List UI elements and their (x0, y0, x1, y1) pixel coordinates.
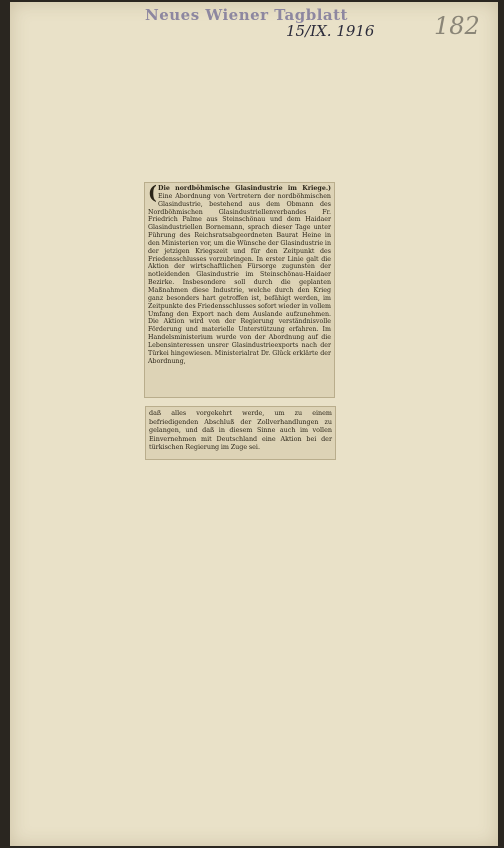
newspaper-masthead-stamp: Neues Wiener Tagblatt (145, 6, 348, 24)
newspaper-clipping-part-1 (144, 182, 335, 398)
clipping-text-1 (148, 182, 331, 365)
article-body-1: Eine Abordnung von Vertretern der nordböhmischen Glasindustrie, bestehend aus dem Obmann des Nordböhmischen Glasindustriellenverbandes Fr. Friedrich Palme aus Steinschönau und dem Haidaer Glasindustriellen Bornemann, sprach dieser Tage unter Führung des Reichsratsabgeordneten Baurat Heine in den Ministerien vor, um die Wünsche der Glasindustrie in der jetzigen Kriegszeit und für den Zeitpunkt des Friedensschlusses vorzubringen. In erster Linie galt die Aktion der wirtschaftlichen Fürsorge zugunsten der notleidenden Glasindustrie im Steinschönau-Haidaer Bezirke. Insbesondere soll durch die geplanten Maßnahmen diese Industrie, welche durch den Krieg ganz besonders hart getroffen ist, befähigt werden, im Zeitpunkte des Friedensschlusses sofort wieder in vollem Umfang den Export nach dem Auslande aufzunehmen. Die Aktion wird von der Regierung verständnisvolle Förderung und materielle Unterstützung erfahren. Im Handelsministerium wurde von der Abordnung auf die Lebensinteressen unsrer Glasindustrieexports nach der Türkei hingewiesen. Ministerialrat Dr. Glück erklärte der Abordnung, (148, 192, 331, 365)
article-heading: Die nordböhmische Glasindustrie im Kriege.) (158, 185, 331, 192)
article-body-2: daß alles vorgekehrt werde, um zu einem befriedigenden Abschluß der Zollverhandlungen zu gelangen, und daß in diesem Sinne auch im vollen Einvernehmen mit Deutschland eine Aktion bei der türkischen Regierung im Zuge sei. (149, 409, 332, 452)
page-number: 182 (434, 12, 480, 40)
newspaper-clipping-part-2 (145, 406, 336, 460)
drop-cap: ( (148, 182, 157, 204)
handwritten-date: 15/IX. 1916 (286, 22, 375, 40)
